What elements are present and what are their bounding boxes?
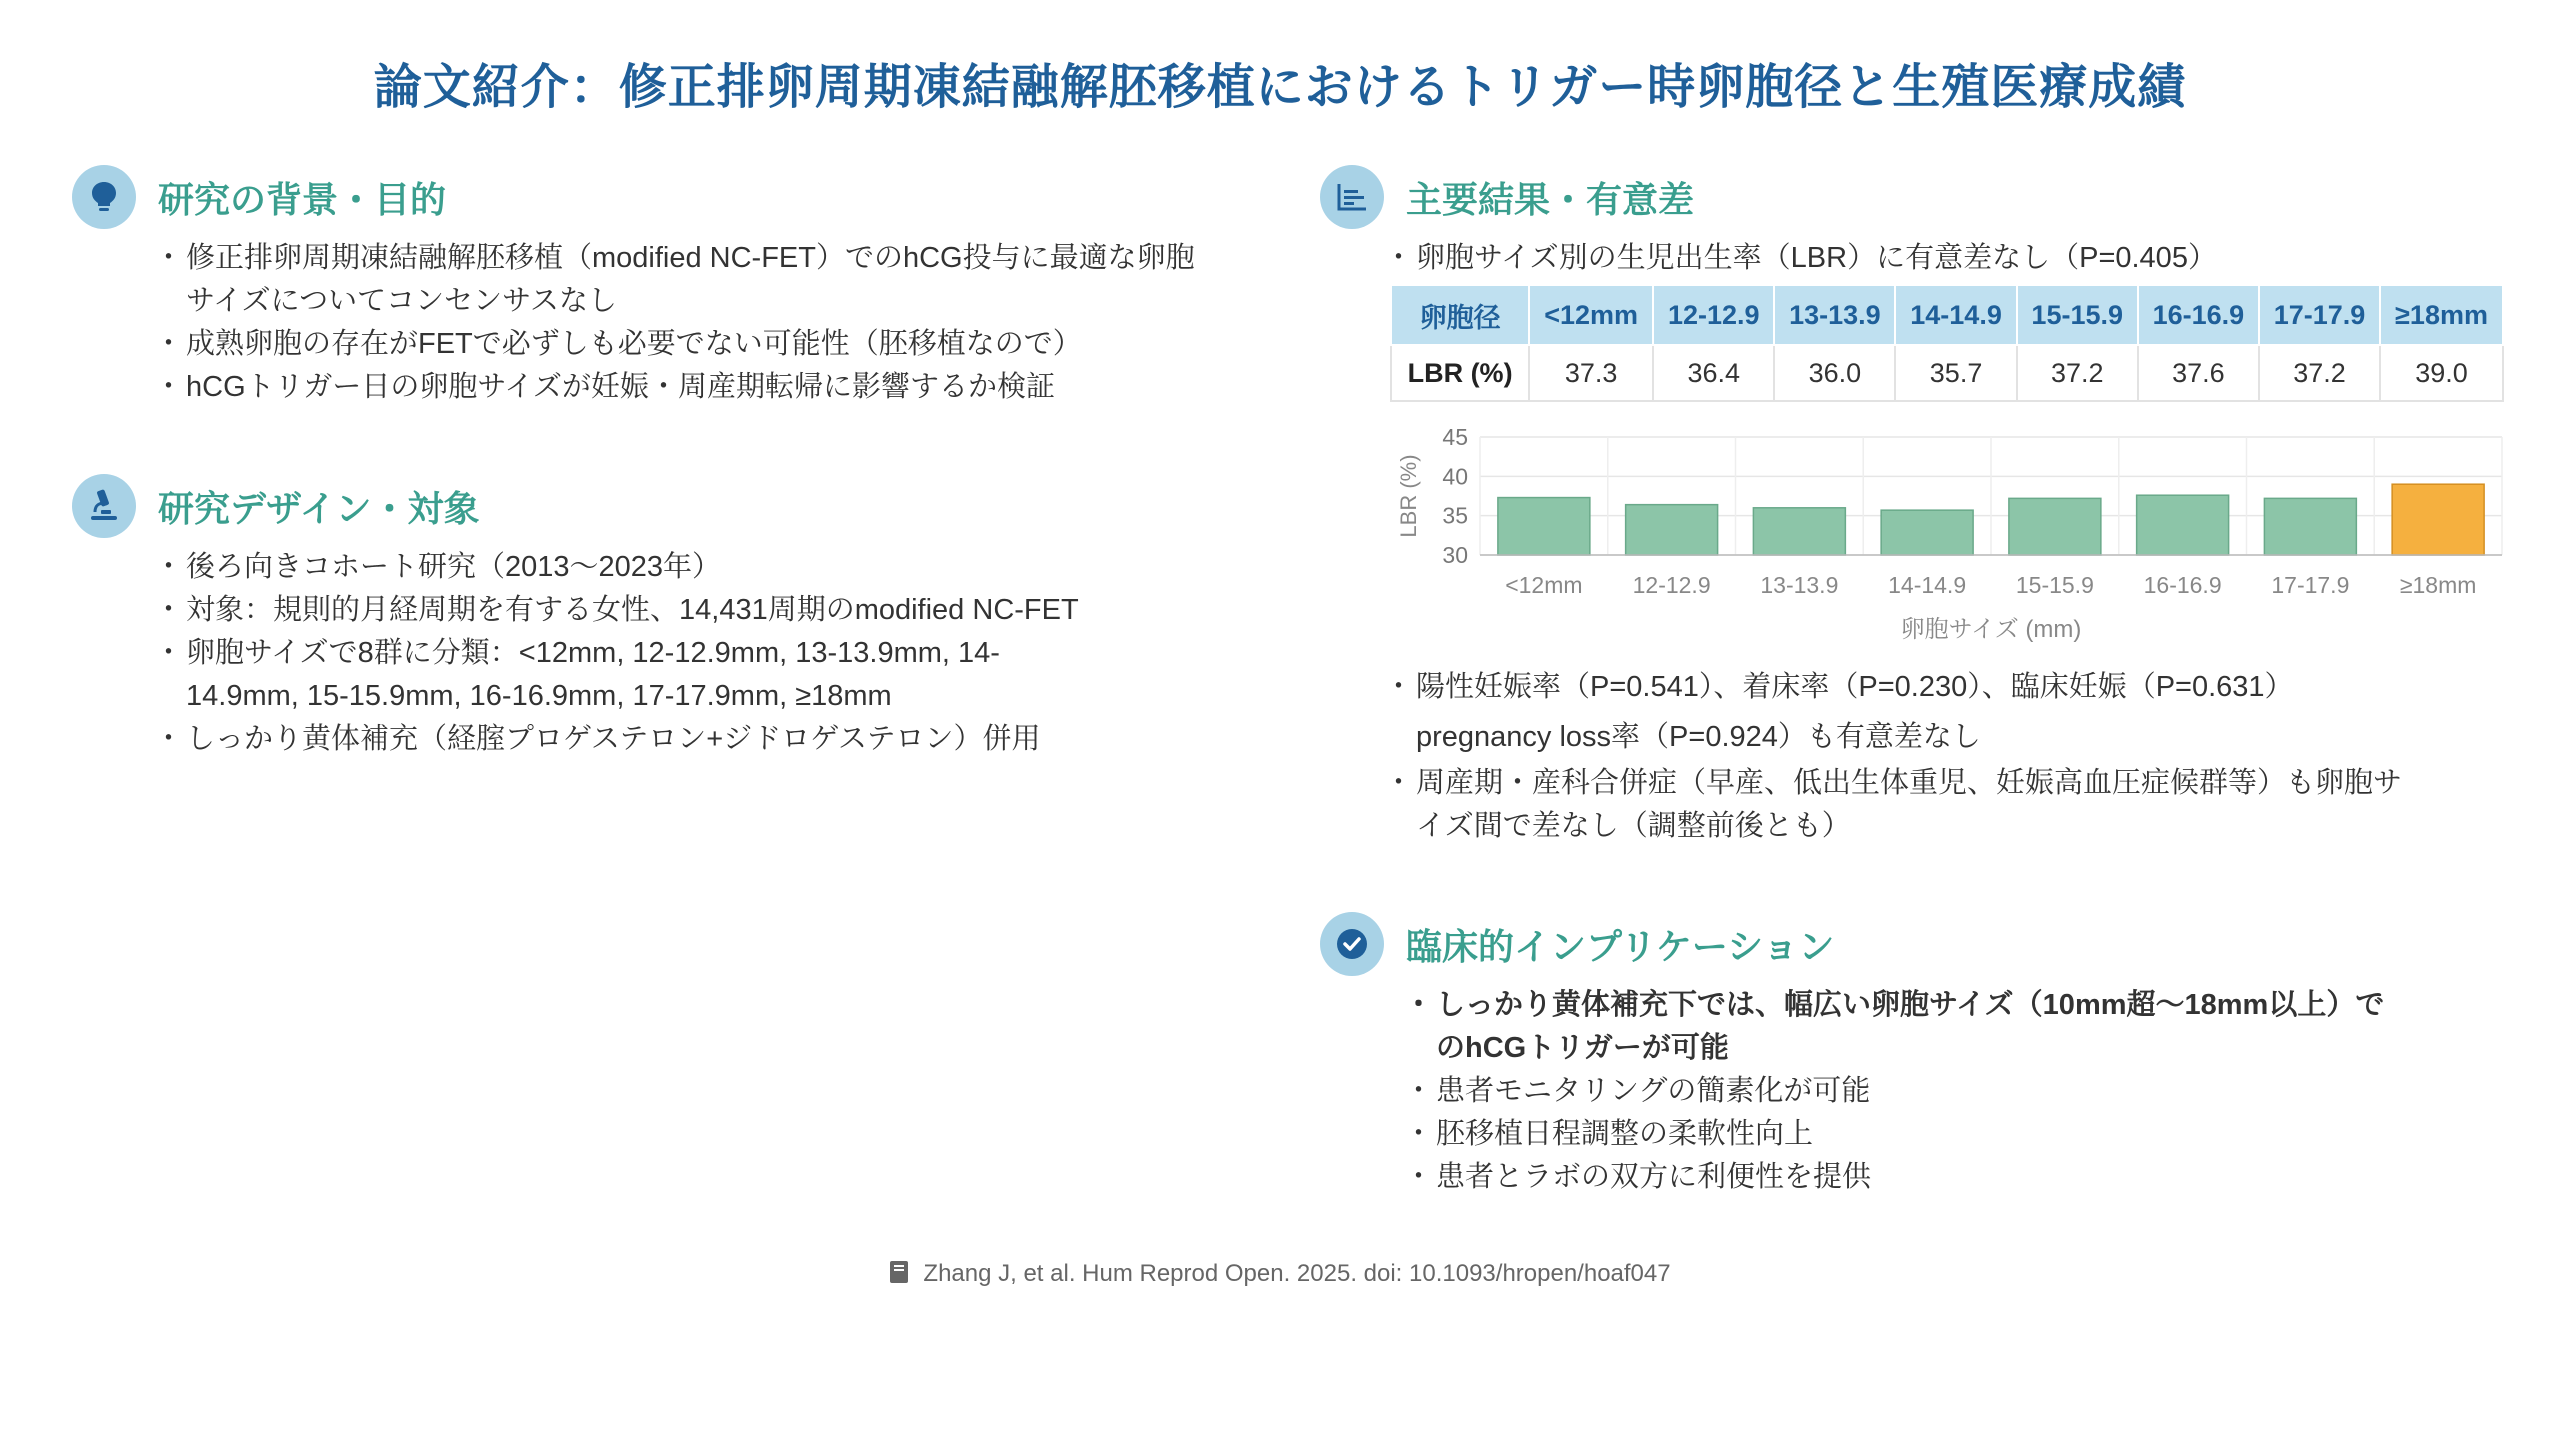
bar [2392, 484, 2484, 555]
lbr-table-col: 15-15.9 [2017, 285, 2138, 345]
design-bullet: ・ 卵胞サイズで8群に分類：<12mm, 12-12.9mm, 13-13.9mm, 14-14.9mm, 15-15.9mm, 16-16.9mm, 17-17.9mm, ≥18mm [162, 632, 1006, 718]
lbr-table-col: 14-14.9 [1895, 285, 2016, 345]
x-tick-label: <12mm [1505, 572, 1583, 598]
lbr-table-header-label: 卵胞径 [1391, 285, 1529, 345]
lbr-table-col: 12-12.9 [1653, 285, 1774, 345]
results-section [1320, 165, 2520, 280]
lbr-table-col: 13-13.9 [1774, 285, 1895, 345]
implications-bullet: ・ 患者モニタリングの簡素化が可能 [1412, 1070, 2452, 1113]
lbr-table-cell: 37.3 [1529, 345, 1653, 401]
y-tick-label: 30 [1442, 542, 1468, 568]
citation-text: Zhang J, et al. Hum Reprod Open. 2025. doi: 10.1093/hropen/hoaf047 [923, 1260, 1671, 1287]
lightbulb-icon [72, 165, 136, 229]
results-bullet: ・ 陽性妊娠率（P=0.541）、着床率（P=0.230）、臨床妊娠（P=0.631） pregnancy loss率（P=0.924）も有意差なし [1392, 662, 2416, 762]
background-title: 研究の背景・目的 [158, 178, 447, 220]
design-title: 研究デザイン・対象 [158, 487, 480, 529]
page-title: 論文紹介：修正排卵周期凍結融解胚移植におけるトリガー時卵胞径と生殖医療成績 [373, 61, 2187, 114]
x-tick-label: 17-17.9 [2271, 572, 2350, 598]
x-tick-label: 16-16.9 [2143, 572, 2222, 598]
background-bullet: ・ 修正排卵周期凍結融解胚移植（modified NC-FET）でのhCG投与に最適な卵胞サイズについてコンセンサスなし [162, 237, 1202, 323]
lbr-table [1390, 284, 2504, 402]
design-bullet: ・ 対象：規則的月経周期を有する女性、14,431周期のmodified NC-FET [162, 589, 1212, 632]
results-bullet: ・ 周産期・産科合併症（早産、低出生体重児、妊娠高血圧症候群等）も卵胞サイズ間で差なし（調整前後とも） [1392, 762, 2416, 848]
results-title: 主要結果・有意差 [1406, 178, 1695, 220]
lbr-bar-chart [1390, 415, 2510, 655]
x-tick-label: 14-14.9 [1888, 572, 1967, 598]
lbr-table-row [1391, 345, 2503, 401]
bar [1626, 505, 1718, 555]
bar [1498, 498, 1590, 555]
bar [2009, 498, 2101, 555]
y-tick-label: 35 [1442, 502, 1468, 529]
lbr-table-cell: 37.2 [2017, 345, 2138, 401]
y-axis-label: LBR (%) [1396, 454, 1421, 538]
bar [2264, 498, 2356, 555]
lbr-table-header-row [1391, 285, 2503, 345]
x-tick-label: 12-12.9 [1632, 572, 1711, 598]
bar [2137, 495, 2229, 555]
results-lead: ・ 卵胞サイズ別の生児出生率（LBR）に有意差なし（P=0.405） [1392, 237, 2520, 280]
background-bullet: ・ 成熟卵胞の存在がFETで必ずしも必要でない可能性（胚移植なので） [162, 323, 1202, 366]
x-tick-label: 15-15.9 [2015, 572, 2094, 598]
lbr-table-cell: 37.2 [2259, 345, 2380, 401]
lbr-table-row-label: LBR (%) [1391, 345, 1529, 401]
implications-title: 臨床的インプリケーション [1406, 925, 1835, 967]
lbr-table-cell: 35.7 [1895, 345, 2016, 401]
lbr-table-col: 17-17.9 [2259, 285, 2380, 345]
design-bullet: ・ しっかり黄体補充（経腟プロゲステロン+ジドロゲステロン）併用 [162, 718, 1212, 761]
microscope-icon [72, 474, 136, 538]
bar-chart-icon [1320, 165, 1384, 229]
results-findings [1392, 662, 2532, 848]
implications-bullet: ・ 胚移植日程調整の柔軟性向上 [1412, 1113, 2452, 1156]
background-section [72, 165, 1222, 409]
lbr-table-cell: 39.0 [2380, 345, 2503, 401]
implications-bullet: ・ 患者とラボの双方に利便性を提供 [1412, 1156, 2452, 1199]
lbr-table-cell: 36.0 [1774, 345, 1895, 401]
background-bullet: ・ hCGトリガー日の卵胞サイズが妊娠・周産期転帰に影響するか検証 [162, 366, 1202, 409]
implications-highlight: ・ しっかり黄体補充下では、幅広い卵胞サイズ（10mm超〜18mm以上）でのhCGトリガーが可能 [1412, 984, 2406, 1070]
y-tick-label: 40 [1442, 463, 1468, 490]
lbr-table-col: <12mm [1529, 285, 1653, 345]
x-axis-label: 卵胞サイズ (mm) [1900, 616, 2082, 643]
book-icon [889, 1260, 909, 1291]
implications-section [1320, 912, 2520, 1199]
check-circle-icon [1320, 912, 1384, 976]
y-tick-label: 45 [1442, 424, 1468, 450]
lbr-table-col: 16-16.9 [2138, 285, 2259, 345]
design-section [72, 474, 1222, 761]
citation [0, 1260, 2560, 1291]
lbr-table-col: ≥18mm [2380, 285, 2503, 345]
bar [1753, 508, 1845, 555]
design-bullet: ・ 後ろ向きコホート研究（2013〜2023年） [162, 546, 1212, 589]
lbr-table-cell: 37.6 [2138, 345, 2259, 401]
x-tick-label: 13-13.9 [1760, 572, 1839, 598]
x-tick-label: ≥18mm [2399, 572, 2477, 598]
lbr-table-cell: 36.4 [1653, 345, 1774, 401]
bar [1881, 510, 1973, 555]
